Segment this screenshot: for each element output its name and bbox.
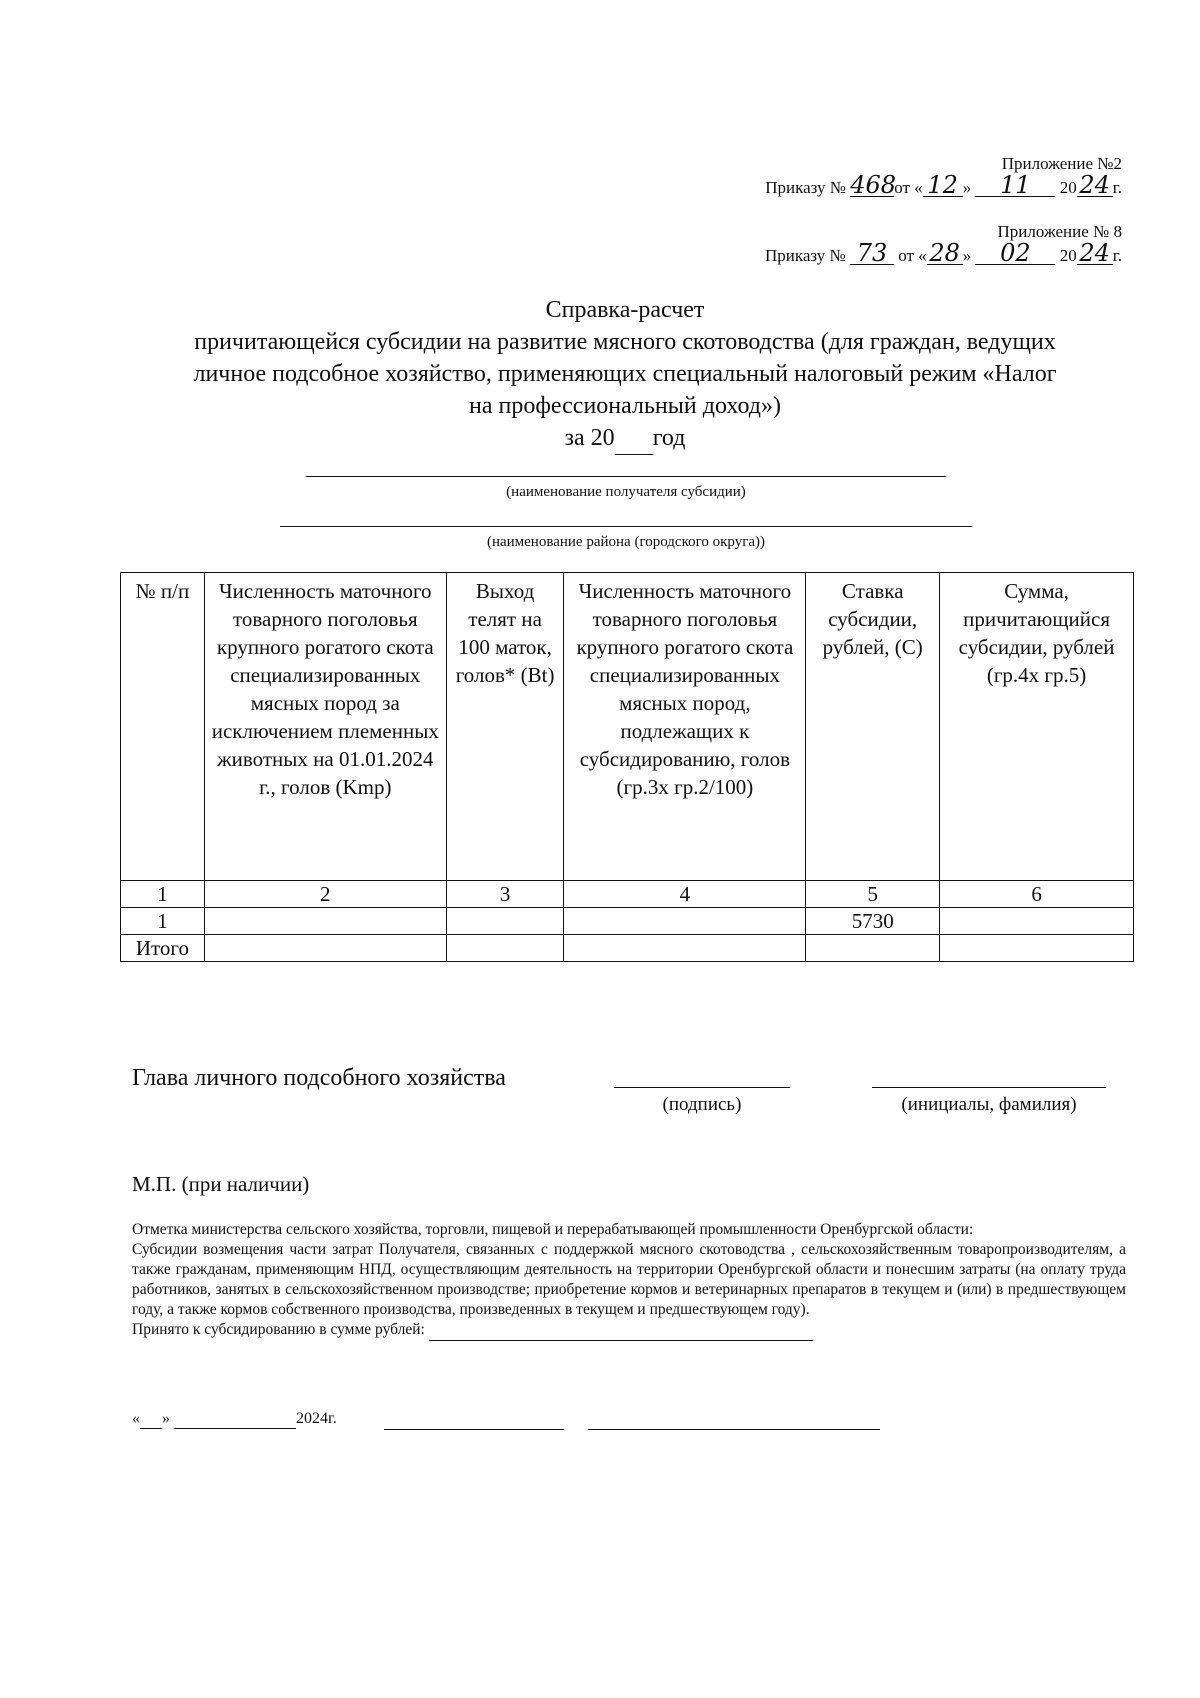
table-total-row — [121, 935, 1134, 962]
name-caption: (инициалы, фамилия) — [901, 1094, 1077, 1115]
column-number: 1 — [121, 881, 205, 908]
signature-caption: (подпись) — [662, 1094, 742, 1115]
cell-amount[interactable] — [940, 908, 1134, 935]
name-field[interactable] — [872, 1087, 1106, 1088]
appendix-2 — [765, 154, 1122, 198]
appendix-8-title: Приложение № 8 — [997, 222, 1122, 241]
appendix-2-order: Приказу № 468от « 12 » 11 20 24 г. — [765, 171, 1122, 199]
cell-index: 1 — [121, 908, 205, 935]
cell-kmp[interactable] — [204, 908, 446, 935]
table-row — [121, 908, 1134, 935]
heading-line-2: личное подсобное хозяйство, применяющих специальный налоговый режим «Налог — [193, 361, 1057, 387]
appendix-8-order: Приказу № 73 от « 28 » 02 20 24 г. — [764, 239, 1122, 267]
order-month: 11 — [975, 174, 1055, 197]
order-day: 28 — [927, 242, 963, 265]
date-day-field[interactable] — [140, 1410, 162, 1429]
column-number: 2 — [204, 881, 446, 908]
order-number: 468 — [850, 171, 897, 199]
accepted-line: Принято к субсидированию в сумме рублей: — [132, 1320, 1126, 1341]
column-number-row — [121, 881, 1134, 908]
header-cell: № п/п — [121, 573, 205, 881]
cell-total-label: Итого — [121, 935, 205, 962]
order-number: 73 — [850, 242, 894, 265]
ministry-note-paragraph: Субсидии возмещения части затрат Получателя, связанных с поддержкой мясного скотоводства , сельскохозяйственным товаропроизводителям, а также гражданам, применяющим НПД, осуществляющим деятельность на территории Оренбургской области и понесшим затраты (на оплату труда работников, занятых в сельскохозяйственном производстве; приобретение кормов и ветеринарных препаратов в текущем и (или) в предшествующем году, а также кормов собственного производства, произведенных в текущем и предшествующем году). — [132, 1241, 1126, 1318]
document-title: Справка-расчет — [545, 297, 705, 323]
heading-year: за 20 год — [120, 422, 1130, 455]
cell-rate[interactable] — [806, 935, 940, 962]
year-blank[interactable] — [615, 422, 653, 455]
column-number: 3 — [446, 881, 564, 908]
recipient-field[interactable] — [306, 476, 946, 477]
order-year: 24 — [1077, 174, 1113, 197]
order-year: 24 — [1077, 242, 1113, 265]
header-cell: Численность маточного товарного поголовья крупного рогатого скота специализированных мясных пород за исключением племенных животных на 01.01.2024 г., голов (Kmp) — [204, 573, 446, 881]
official-signature-field[interactable] — [384, 1429, 564, 1430]
district-caption: (наименование района (городского округа)) — [486, 534, 766, 550]
cell-kmp[interactable] — [204, 935, 446, 962]
signature-field[interactable] — [614, 1087, 790, 1088]
recipient-caption: (наименование получателя субсидии) — [506, 484, 746, 500]
header-cell: Выход телят на 100 маток, голов* (Bt) — [446, 573, 564, 881]
document-heading — [120, 294, 1130, 455]
order-day: 12 — [923, 174, 963, 197]
appendix-2-title: Приложение №2 — [1001, 154, 1122, 173]
date-month-field[interactable] — [174, 1410, 296, 1429]
cell-subsidized-heads[interactable] — [564, 935, 806, 962]
ministry-note — [132, 1220, 1126, 1341]
heading-line-1: причитающейся субсидии на развитие мясного скотоводства (для граждан, ведущих — [194, 329, 1056, 355]
heading-line-3: на профессиональный доход») — [469, 393, 781, 419]
table-header-row — [121, 573, 1134, 881]
column-number: 6 — [940, 881, 1134, 908]
signature-label: Глава личного подсобного хозяйства — [132, 1065, 506, 1091]
stamp-label: М.П. (при наличии) — [132, 1172, 310, 1196]
cell-bt[interactable] — [446, 935, 564, 962]
accepted-amount-field[interactable] — [429, 1320, 813, 1341]
column-number: 5 — [806, 881, 940, 908]
ministry-note-heading: Отметка министерства сельского хозяйства, торговли, пищевой и перерабатывающей промышленности Оренбургской области: — [132, 1221, 974, 1238]
date-line: « » 2024г. — [132, 1410, 337, 1427]
order-month: 02 — [975, 242, 1055, 265]
header-cell: Сумма, причитающийся субсидии, рублей (гр.4х гр.5) — [940, 573, 1134, 881]
subsidy-table — [120, 572, 1134, 962]
cell-subsidized-heads[interactable] — [564, 908, 806, 935]
header-cell: Ставка субсидии, рублей, (С) — [806, 573, 940, 881]
official-name-field[interactable] — [588, 1429, 880, 1430]
cell-amount[interactable] — [940, 935, 1134, 962]
cell-bt[interactable] — [446, 908, 564, 935]
cell-rate[interactable]: 5730 — [806, 908, 940, 935]
header-cell: Численность маточного товарного поголовья крупного рогатого скота специализированных мясных пород, подлежащих к субсидированию, голов (гр.3х гр.2/100) — [564, 573, 806, 881]
district-field[interactable] — [280, 526, 972, 527]
column-number: 4 — [564, 881, 806, 908]
appendix-8 — [765, 222, 1122, 266]
